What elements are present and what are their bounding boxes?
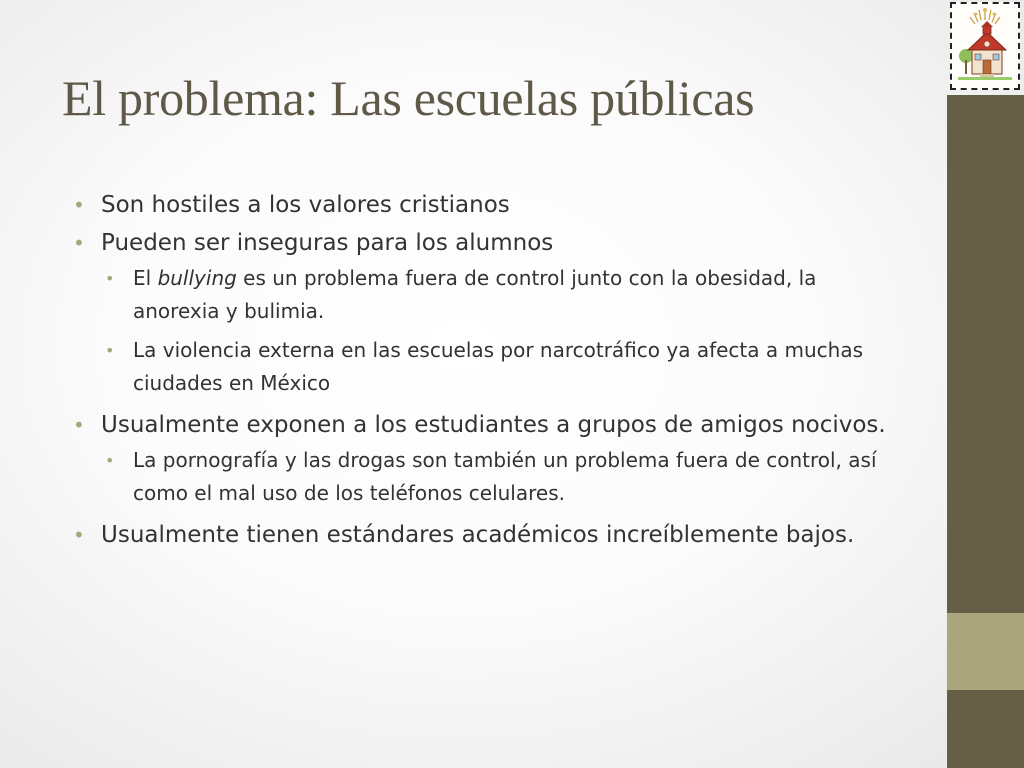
bullet-text: Usualmente tienen estándares académicos increíblemente bajos. — [101, 522, 855, 548]
bullet-text: Son hostiles a los valores cristianos — [101, 192, 510, 218]
sub-bullet-marker: • — [105, 451, 115, 470]
bullet-list — [72, 186, 902, 554]
bullet-marker: • — [73, 193, 85, 217]
sub-bullet-text-prefix: El — [133, 266, 158, 290]
sub-bullet-marker: • — [105, 341, 115, 360]
sub-bullet-item — [105, 334, 902, 400]
sub-bullet-item — [105, 262, 902, 328]
sub-bullet-text: La violencia externa en las escuelas por narcotráfico ya afecta a muchas ciudades en México — [133, 338, 863, 395]
bullet-item — [72, 516, 902, 554]
slide-title: El problema: Las escuelas públicas — [62, 70, 755, 126]
bullet-marker: • — [73, 231, 85, 255]
bullet-text: Pueden ser inseguras para los alumnos — [101, 230, 554, 256]
sub-bullet-marker: • — [105, 269, 115, 288]
bullet-item — [72, 224, 902, 262]
bullet-item — [72, 406, 902, 444]
schoolhouse-icon — [952, 4, 1018, 88]
sub-bullet-item — [105, 444, 902, 510]
bullet-item — [72, 186, 902, 224]
logo-frame — [950, 2, 1020, 90]
side-rail-accent — [947, 613, 1024, 690]
sub-bullet-text-emphasis: bullying — [157, 266, 237, 290]
side-rail-dark-lower — [947, 690, 1024, 768]
side-rail-dark-upper — [947, 95, 1024, 613]
sub-bullet-text-rest: es un problema fuera de control junto con la obesidad, la anorexia y bulimia. — [133, 266, 817, 323]
bullet-text: Usualmente exponen a los estudiantes a grupos de amigos nocivos. — [101, 412, 886, 438]
bullet-marker: • — [73, 413, 85, 437]
bullet-marker: • — [73, 523, 85, 547]
sub-bullet-text: La pornografía y las drogas son también un problema fuera de control, así como el mal uso de los teléfonos celulares. — [133, 448, 877, 505]
